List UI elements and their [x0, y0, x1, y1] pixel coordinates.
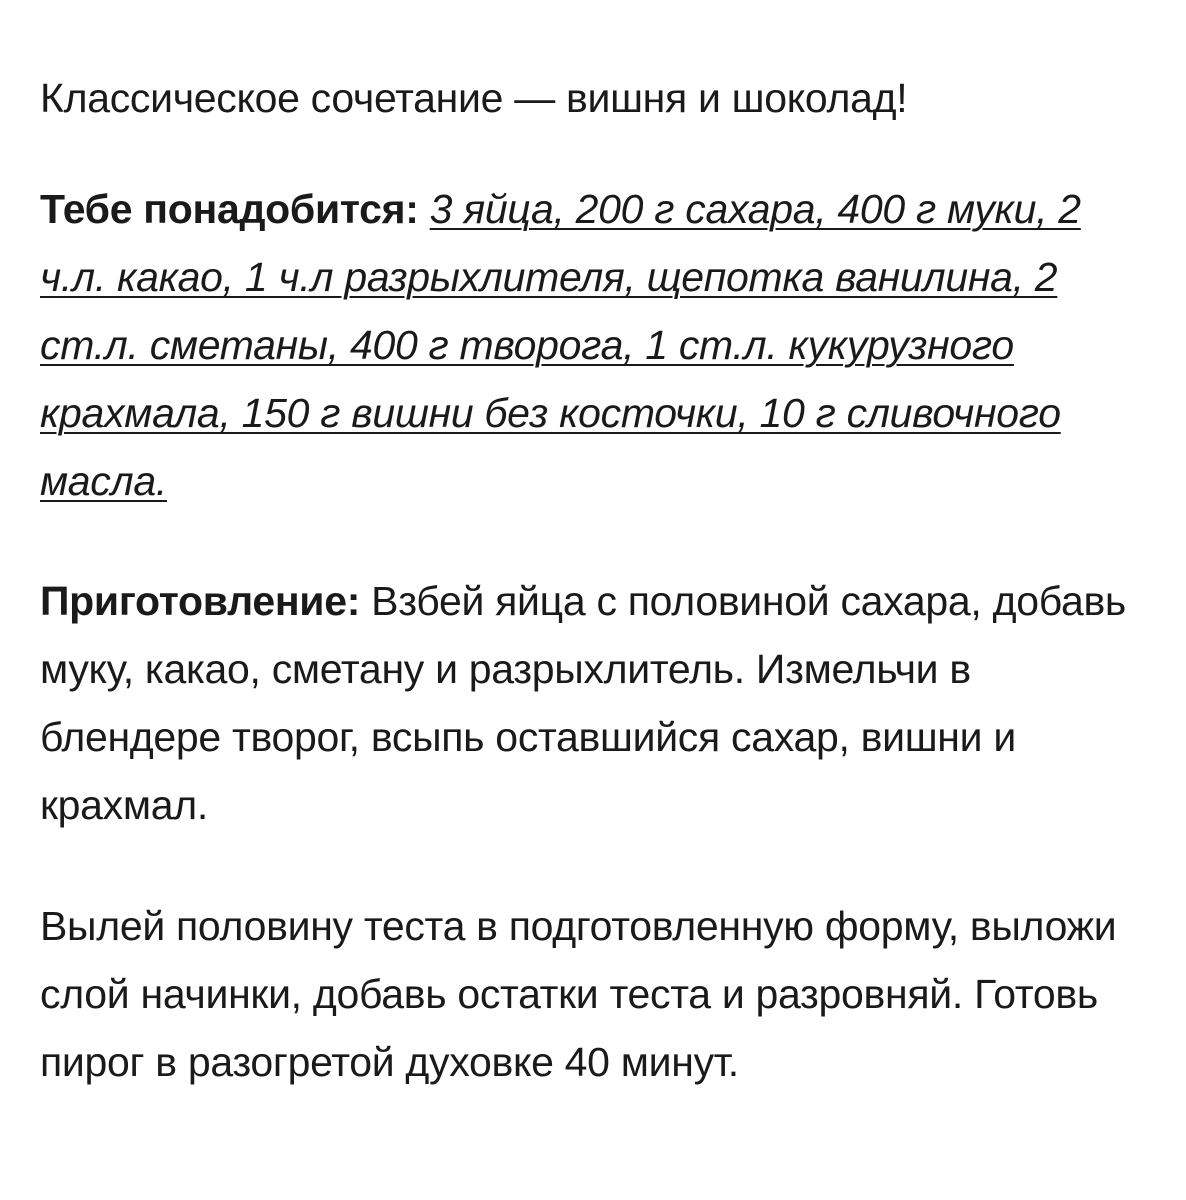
ingredients-paragraph [40, 175, 1150, 515]
ingredients-label: Тебе понадобится: [40, 186, 419, 232]
intro-text: Классическое сочетание — вишня и шоколад! [40, 75, 908, 121]
preparation-label: Приготовление: [40, 578, 361, 624]
preparation-paragraph [40, 567, 1150, 839]
preparation-step-1: Взбей яйца с половиной сахара, добавь муку, какао, сметану и разрыхлитель. Измельчи в блендере творог, всыпь оставшийся сахар, вишни и крахмал. [40, 578, 1126, 828]
ingredients-list: 3 яйца, 200 г сахара, 400 г муки, 2 ч.л. какао, 1 ч.л разрыхлителя, щепотка ванилина, 2 ст.л. сметаны, 400 г творога, 1 ст.л. кукурузного крахмала, 150 г вишни без косточки, 10 г сливочного масла. [40, 186, 1081, 504]
preparation-step-2: Вылей половину теста в подготовленную форму, выложи слой начинки, добавь остатки теста и разровняй. Готовь пирог в разогретой духовке 40 минут. [40, 903, 1117, 1085]
recipe-text [40, 64, 1150, 1096]
